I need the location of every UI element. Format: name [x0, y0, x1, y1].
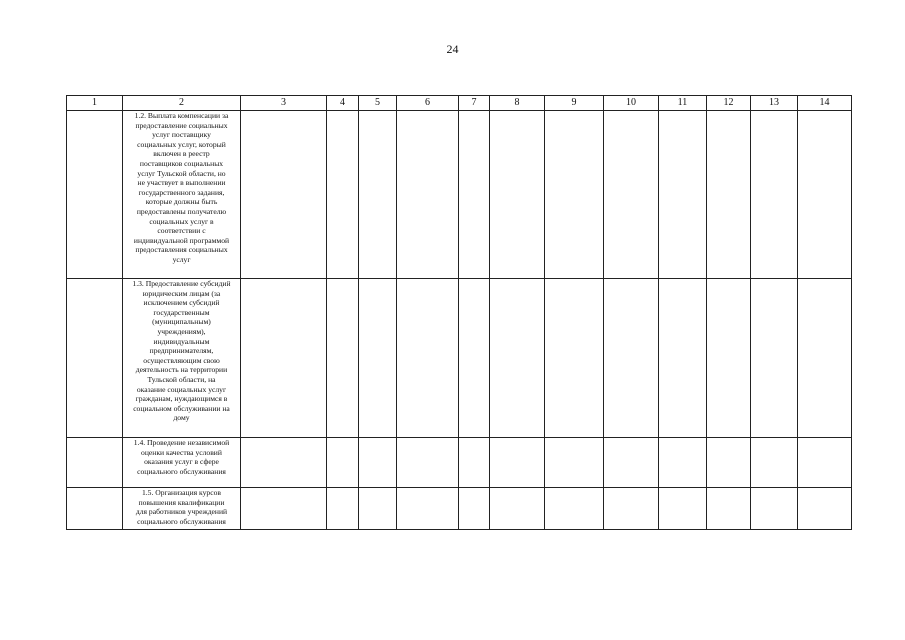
table-cell — [490, 279, 545, 438]
header-cell: 3 — [241, 96, 327, 111]
header-cell: 7 — [459, 96, 490, 111]
header-cell: 1 — [67, 96, 123, 111]
table-cell — [545, 488, 604, 530]
table-cell — [604, 111, 659, 279]
table-cell — [397, 488, 459, 530]
table-cell — [327, 438, 359, 488]
table-cell — [459, 438, 490, 488]
table-cell — [359, 111, 397, 279]
activity-cell — [123, 111, 241, 279]
table-cell — [459, 488, 490, 530]
activity-text: 1.5. Организация курсов повышения квалификации для работников учреждений социального обслуживания — [135, 488, 228, 526]
table-cell — [604, 488, 659, 530]
table-row — [67, 488, 852, 530]
header-cell: 4 — [327, 96, 359, 111]
table-cell — [359, 279, 397, 438]
table-cell — [659, 488, 707, 530]
header-row — [67, 96, 852, 111]
header-cell: 9 — [545, 96, 604, 111]
table-cell — [327, 111, 359, 279]
table-cell — [359, 438, 397, 488]
table-cell — [707, 111, 751, 279]
header-cell: 14 — [798, 96, 852, 111]
table-cell — [751, 279, 798, 438]
table-cell — [397, 438, 459, 488]
table-cell — [604, 438, 659, 488]
table-row — [67, 279, 852, 438]
header-cell: 10 — [604, 96, 659, 111]
table-cell — [659, 111, 707, 279]
table-cell — [241, 111, 327, 279]
table-cell — [659, 438, 707, 488]
table-cell — [798, 488, 852, 530]
header-cell: 2 — [123, 96, 241, 111]
table-cell — [459, 279, 490, 438]
activity-text: 1.2. Выплата компенсации за предоставление социальных услуг поставщику социальных услуг, который включен в реестр поставщиков социальных услуг Тульской области, но не участвует в выполнении государственного задания, которые должны быть предоставлены получателю социальных услуг в соответствии с индивидуальной программой предоставления социальных услуг — [133, 111, 230, 264]
table-cell — [241, 488, 327, 530]
table-cell — [67, 111, 123, 279]
table-cell — [707, 438, 751, 488]
table-cell — [327, 279, 359, 438]
table-cell — [545, 111, 604, 279]
table-cell — [798, 111, 852, 279]
table-cell — [241, 438, 327, 488]
table-cell — [798, 438, 852, 488]
header-cell: 12 — [707, 96, 751, 111]
table-cell — [359, 488, 397, 530]
activity-text: 1.4. Проведение независимой оценки качества условий оказания услуг в сфере социального обслуживания — [133, 438, 230, 476]
activity-cell — [123, 438, 241, 488]
table-cell — [459, 111, 490, 279]
table-cell — [327, 488, 359, 530]
header-cell: 6 — [397, 96, 459, 111]
activity-cell — [123, 279, 241, 438]
table-cell — [490, 111, 545, 279]
table-cell — [604, 279, 659, 438]
table-cell — [707, 279, 751, 438]
header-cell: 8 — [490, 96, 545, 111]
activity-cell — [123, 488, 241, 530]
table-cell — [397, 111, 459, 279]
header-cell: 13 — [751, 96, 798, 111]
table-cell — [659, 279, 707, 438]
table-cell — [67, 438, 123, 488]
table-cell — [751, 488, 798, 530]
table-cell — [67, 279, 123, 438]
table-row — [67, 438, 852, 488]
page-number: 24 — [446, 42, 459, 56]
table-cell — [241, 279, 327, 438]
table-cell — [545, 438, 604, 488]
table-cell — [67, 488, 123, 530]
table-cell — [490, 438, 545, 488]
table-row — [67, 111, 852, 279]
table-cell — [707, 488, 751, 530]
table-cell — [490, 488, 545, 530]
data-table — [66, 95, 852, 530]
table-cell — [751, 111, 798, 279]
header-cell: 11 — [659, 96, 707, 111]
table-cell — [798, 279, 852, 438]
header-cell: 5 — [359, 96, 397, 111]
activity-text: 1.3. Предоставление субсидий юридическим лицам (за исключением субсидий государственным (муниципальным) учреждениям), индивидуальным предпринимателям, осуществляющим свою деятельность на территории Тульской области, на оказание социальных услуг гражданам, нуждающимся в социальном обслуживании на дому — [132, 279, 231, 423]
table-cell — [545, 279, 604, 438]
table-cell — [751, 438, 798, 488]
table-cell — [397, 279, 459, 438]
